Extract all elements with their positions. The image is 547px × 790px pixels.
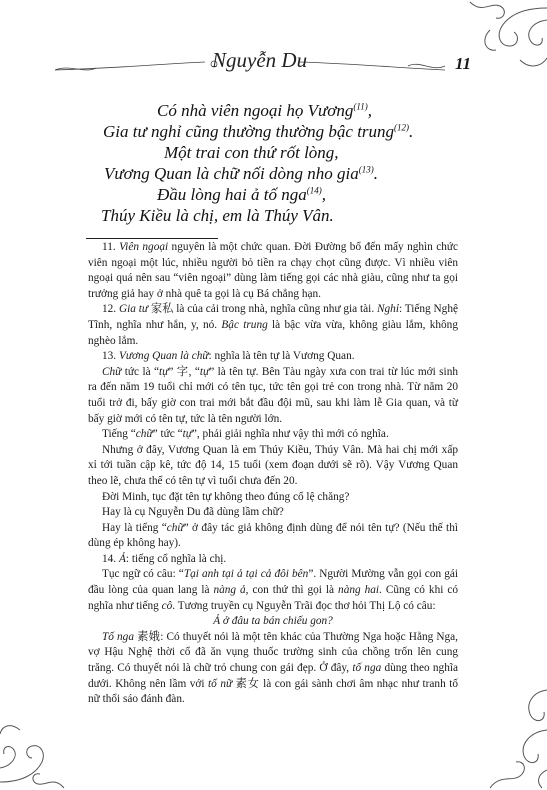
- verse-line-6: Thúy Kiều là chị, em là Thúy Vân.: [101, 206, 334, 225]
- footnote-14-paragraph: Tục ngữ có câu: “Tại anh tại ả tại cả đôi bên”. Người Mường vẫn gọi con gái đầu lòng của quan lang là nàng ả, con thứ thì gọi là nàng hai. Cũng có khi có nghĩa như tiếng cô. Tương truyền cụ Nguyễn Trãi đọc thơ hỏi Thị Lộ có câu:: [88, 568, 459, 612]
- footnote-12: 12. Gia tư 家私 là của cải trong nhà, nghĩa cũng như gia tài. Nghỉ: Tiếng Nghệ Tĩnh, nghĩa như hắn, y, nó. Bậc trung là bậc vừa vừa, không giàu lắm, không nghèo lắm.: [88, 303, 458, 347]
- footnote-13-paragraph: Hay là cụ Nguyễn Du đã dùng lầm chữ?: [102, 506, 284, 519]
- footnote-13-paragraph: Nhưng ở đây, Vương Quan là em Thúy Kiều, Thúy Vân. Mà hai chị mới xấp xỉ tới tuần cập kê, tức độ 14, 15 tuổi (xem đoạn dưới sẽ rõ). Vậy Vương Quan theo lẽ, chưa thể có tên tự vì tuổi chưa đến 20.: [88, 443, 458, 487]
- page-number: 11: [455, 54, 472, 73]
- footnote-14-quote: Ả ở đâu ta bán chiếu gon?: [213, 615, 333, 628]
- footnote-13-paragraph: Hay là tiếng “chữ” ở đây tác giả không định dùng để nói tên tự? (Nếu thế thì dùng ép không hay).: [88, 521, 458, 550]
- footnote-14-paragraph: Tố nga 素娥: Có thuyết nói là một tên khác của Thường Nga hoặc Hằng Nga, vợ Hậu Nghệ thời cổ đã ăn vụng thuốc trường sinh của chồng trốn lên cung trăng. Có thuyết nói là chữ trỏ chung con gái đẹp. Ở đây, tố nga dùng theo nghĩa dưới. Không nên lầm với tố nữ 素女 là con gái sành chơi âm nhạc như tranh tố nữ thổi sáo đánh đàn.: [88, 630, 459, 706]
- verse-line-4: Vương Quan là chữ nối dòng nho gia$^{(13)}$.: [104, 164, 378, 183]
- footnote-13-paragraph: Đời Minh, tục đặt tên tự không theo đúng cổ lệ chăng?: [102, 490, 350, 503]
- footnote-13-paragraph: Tiếng “chữ” tức “tự”, phải giải nghĩa như vậy thì mới có nghĩa.: [102, 428, 389, 441]
- running-title: Nguyễn Du: [212, 48, 308, 72]
- verse-line-5: Đầu lòng hai ả tố nga$^{(14)}$,: [157, 185, 326, 204]
- footnote-13: 13. Vương Quan là chữ: nghĩa là tên tự là Vương Quan.: [102, 350, 355, 363]
- verse-line-2: Gia tư nghỉ cũng thường thường bậc trung$^{(12)}$.: [103, 122, 414, 141]
- footnote-13-paragraph: Chữ tức là “tự” 字, “tự” là tên tự. Bên Tàu ngày xưa con trai từ lúc mới sinh ra đến năm 19 tuổi chỉ mới có tên tục, tức tên gọi trẻ con trong nhà. Từ năm 20 tuổi trở đi, bấy giờ con trai mới bắt đầu đội mũ, sau khi làm lễ Gia quan, và từ bấy giờ mới có tên tự, tức là tên người lớn.: [88, 365, 458, 425]
- bottom-right-corner-ornament: [450, 670, 547, 790]
- verse-line-3: Một trai con thứ rốt lòng,: [164, 143, 339, 162]
- footnote-separator: [86, 238, 218, 239]
- footnote-11: 11. Viên ngoại nguyên là một chức quan. Đời Đường bổ đến mấy nghìn chức viên ngoại một lúc, nhiều người bỏ tiền ra chạy chọt cũng được. Vì nhiều viên ngoại quá nên sau “viên ngoại” dùng làm tiếng gọi các nhà giàu, cũng như ta gọi trưởng giả hay ở nhà quê ta gọi là cụ Bá chẳng hạn.: [88, 241, 459, 300]
- footnote-14: 14. Ả: tiếng cổ nghĩa là chị.: [102, 552, 227, 565]
- footnotes: [88, 240, 458, 708]
- verse-line-1: Có nhà viên ngoại họ Vương$^{(11)}$,: [157, 101, 372, 120]
- bottom-left-corner-ornament: [0, 700, 90, 790]
